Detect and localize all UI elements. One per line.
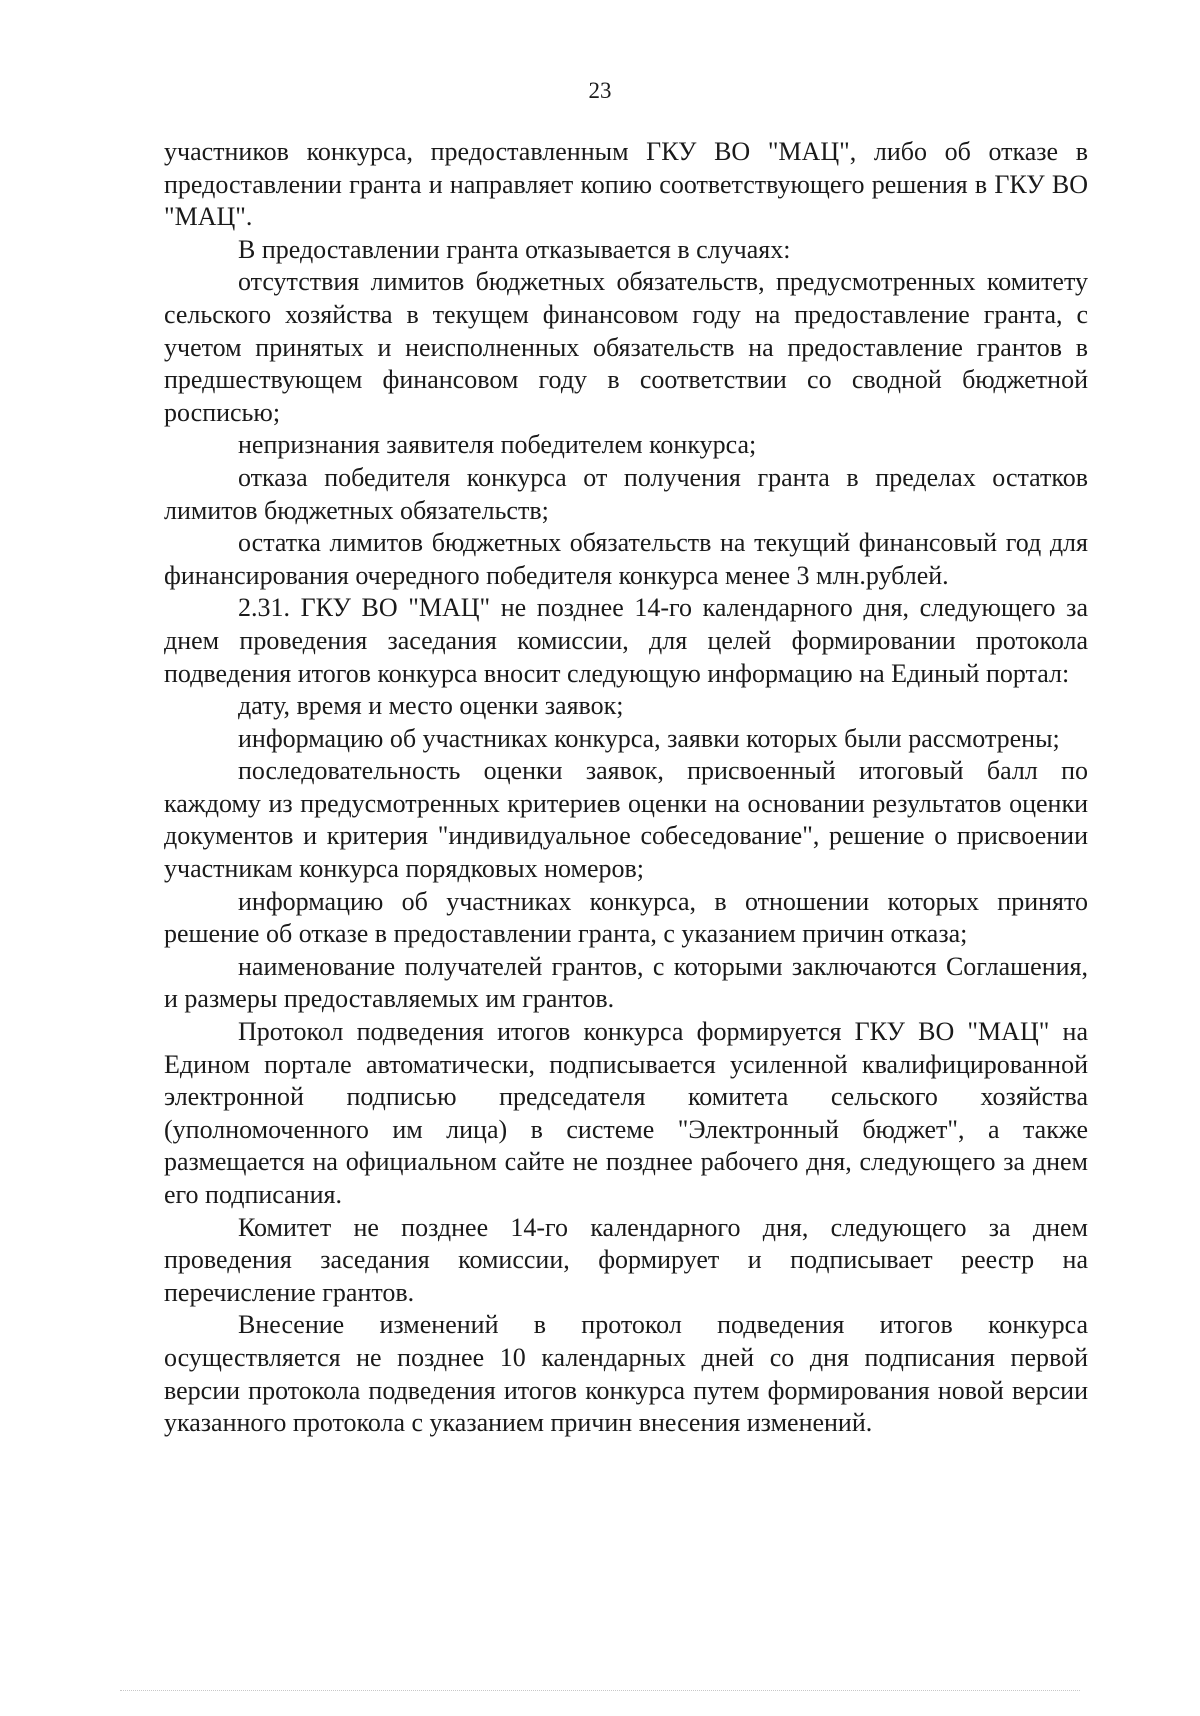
paragraph-refusal-remainder: остатка лимитов бюджетных обязательств на текущий финансовый год для финансирования очередного победителя конкурса менее 3 млн.рублей. [164,528,1088,590]
paragraph-amendments: Внесение изменений в протокол подведения итогов конкурса осуществляется не позднее 10 календарных дней со дня подписания первой версии протокола подведения итогов конкурса путем формирования новой версии указанного протокола с указанием причин внесения изменений. [164,1310,1088,1438]
scan-artifact-line [120,1690,1080,1691]
list-item-recipients: наименование получателей грантов, с которыми заключаются Соглашения, и размеры предоставляемых им грантов. [164,951,1088,1014]
paragraph-refusal-declined: отказа победителя конкурса от получения гранта в пределах остатков лимитов бюджетных обязательств; [164,462,1088,525]
paragraph-refusal-intro: В предоставлении гранта отказывается в случаях: [238,234,791,264]
paragraph-refusal-not-winner: непризнания заявителя победителем конкурса; [238,430,757,460]
list-item-evaluation-order: последовательность оценки заявок, присвоенный итоговый балл по каждому из предусмотренных критериев оценки на основании результатов оценки документов и критерия "индивидуальное собеседование", решение о присвоении участникам конкурса порядковых номеров; [164,756,1088,884]
paragraph-section-2-31: 2.31. ГКУ ВО "МАЦ" не позднее 14-го календарного дня, следующего за днем проведения заседания комиссии, для целей формировании протокола подведения итогов конкурса вносит следующую информацию на Единый портал: [164,593,1088,688]
page-number: 23 [588,78,612,103]
paragraph-protocol: Протокол подведения итогов конкурса формируется ГКУ ВО "МАЦ" на Едином портале автоматически, подписывается усиленной квалифицированной электронной подписью председателя комитета сельского хозяйства (уполномоченного им лица) в системе "Электронный бюджет", а также размещается на официальном сайте не позднее рабочего дня, следующего за днем его подписания. [164,1017,1088,1209]
list-item-refused-participants: информацию об участниках конкурса, в отношении которых принято решение об отказе в предоставлении гранта, с указанием причин отказа; [164,886,1088,949]
list-item-participants: информацию об участниках конкурса, заявки которых были рассмотрены; [238,723,1060,753]
paragraph-committee-registry: Комитет не позднее 14-го календарного дня, следующего за днем проведения заседания комиссии, формирует и подписывает реестр на перечисление грантов. [164,1212,1088,1307]
document-body [164,136,1088,1440]
paragraph-refusal-limits: отсутствия лимитов бюджетных обязательств, предусмотренных комитету сельского хозяйства в текущем финансовом году на предоставление гранта, с учетом принятых и неисполненных обязательств на предоставление грантов в предшествующем финансовом году в соответствии со сводной бюджетной росписью; [164,267,1088,427]
list-item-date-time: дату, время и место оценки заявок; [238,691,624,721]
paragraph-continuation: участников конкурса, предоставленным ГКУ ВО "МАЦ", либо об отказе в предоставлении гранта и направляет копию соответствующего решения в ГКУ ВО "МАЦ". [164,137,1088,232]
